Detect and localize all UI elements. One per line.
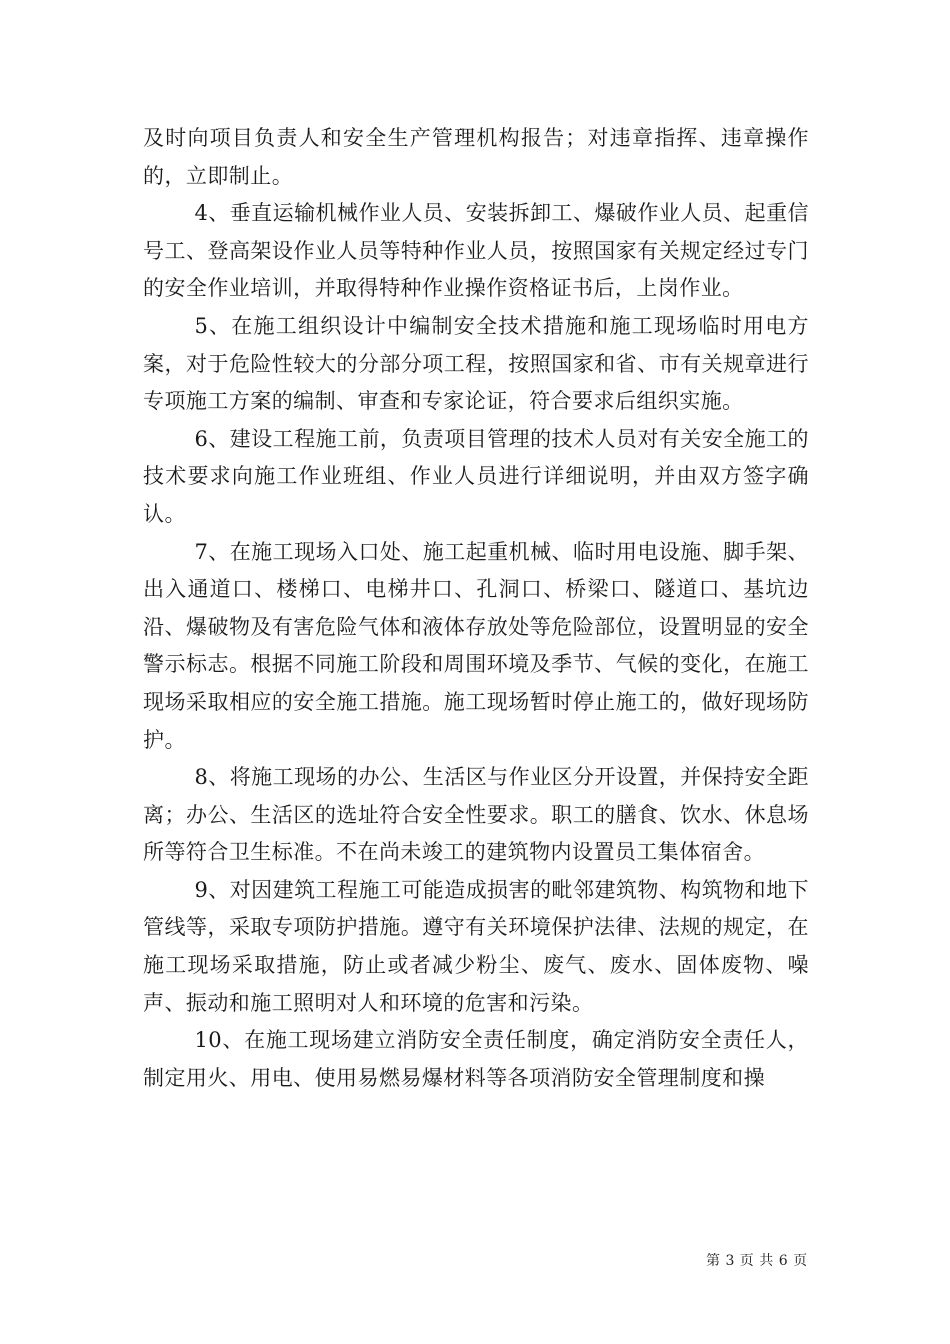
paragraph-item-9: 9、对因建筑工程施工可能造成损害的毗邻建筑物、构筑物和地下管线等，采取专项防护措施。遵守有关环境保护法律、法规的规定，在施工现场采取措施，防止或者减少粉尘、废气、废水、固体废物、噪声、振动和施工照明对人和环境的危害和污染。 bbox=[143, 877, 809, 1015]
paragraph-item-10: 10、在施工现场建立消防安全责任制度，确定消防安全责任人，制定用火、用电、使用易燃易爆材料等各项消防安全管理制度和操 bbox=[143, 1028, 809, 1090]
paragraph-continuation: 及时向项目负责人和安全生产管理机构报告；对违章指挥、违章操作的，立即制止。 bbox=[143, 126, 809, 188]
page-number-footer bbox=[706, 1250, 808, 1270]
page-number-label: 第 3 页 共 6 页 bbox=[706, 1253, 808, 1269]
paragraph-item-7: 7、在施工现场入口处、施工起重机械、临时用电设施、脚手架、出入通道口、楼梯口、电梯井口、孔洞口、桥梁口、隧道口、基坑边沿、爆破物及有害危险气体和液体存放处等危险部位，设置明显的安全警示标志。根据不同施工阶段和周围环境及季节、气候的变化，在施工现场采取相应的安全施工措施。施工现场暂时停止施工的，做好现场防护。 bbox=[143, 539, 809, 752]
paragraph-item-8: 8、将施工现场的办公、生活区与作业区分开设置，并保持安全距离；办公、生活区的选址符合安全性要求。职工的膳食、饮水、休息场所等符合卫生标准。不在尚未竣工的建筑物内设置员工集体宿舍。 bbox=[143, 765, 809, 865]
paragraph-item-5: 5、在施工组织设计中编制安全技术措施和施工现场临时用电方案，对于危险性较大的分部分项工程，按照国家和省、市有关规章进行专项施工方案的编制、审查和专家论证，符合要求后组织实施。 bbox=[143, 313, 809, 414]
document-body bbox=[143, 120, 809, 1097]
paragraph-item-6: 6、建设工程施工前，负责项目管理的技术人员对有关安全施工的技术要求向施工作业班组、作业人员进行详细说明，并由双方签字确认。 bbox=[143, 426, 809, 526]
paragraph-item-4: 4、垂直运输机械作业人员、安装拆卸工、爆破作业人员、起重信号工、登高架设作业人员等特种作业人员，按照国家有关规定经过专门的安全作业培训，并取得特种作业操作资格证书后，上岗作业。 bbox=[143, 201, 809, 301]
